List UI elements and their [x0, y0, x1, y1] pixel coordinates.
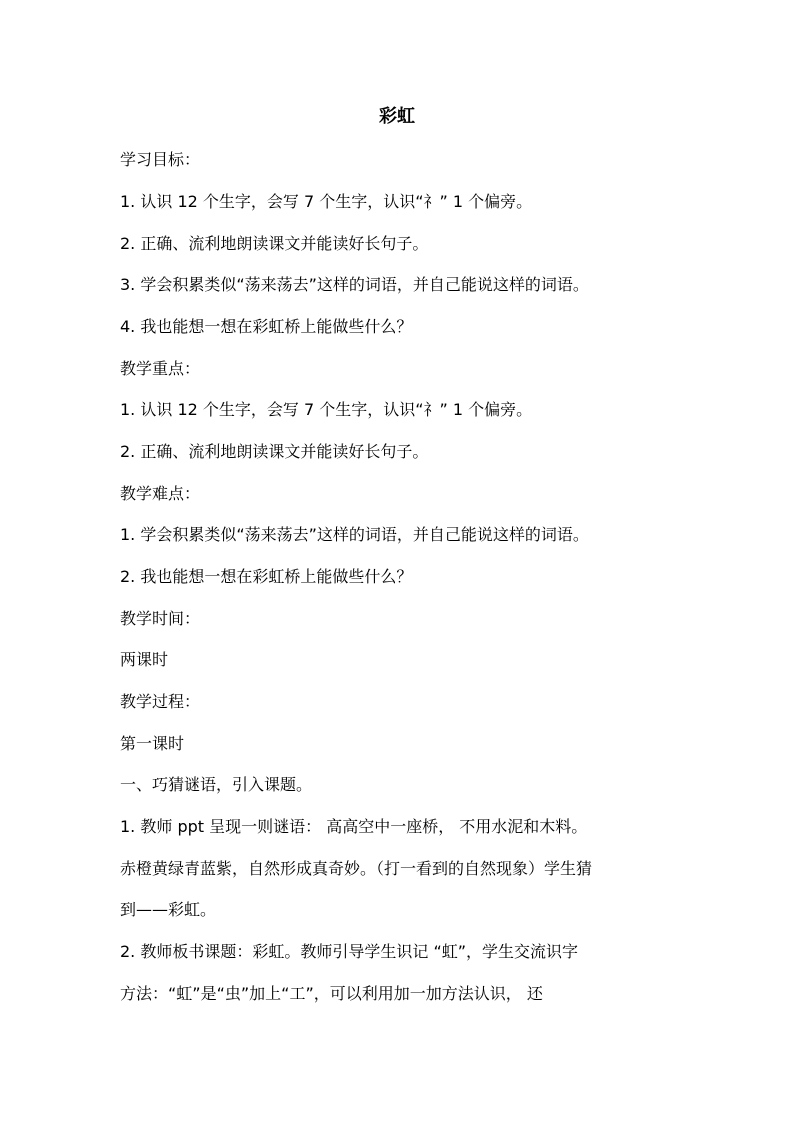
- paragraph-line: 到——彩虹。: [120, 900, 217, 919]
- section-heading-teaching-time: 教学时间：: [120, 609, 201, 628]
- teaching-time-value: 两课时: [120, 650, 169, 669]
- section-heading-key-points: 教学重点：: [120, 359, 201, 378]
- paragraph-line: 赤橙黄绿青蓝紫，自然形成真奇妙。（打一看到的自然现象）学生猜: [120, 859, 593, 878]
- paragraph-line: 2. 教师板书课题：彩虹。教师引导学生识记 “虹”，学生交流识字: [120, 942, 579, 961]
- lesson-heading-first: 第一课时: [120, 734, 185, 753]
- paragraph-line: 方法：“虹”是“虫”加上“工”，可以利用加一加方法认识， 还: [120, 984, 543, 1003]
- goal-item-3: 3. 学会积累类似“荡来荡去”这样的词语，并自己能说这样的词语。: [120, 275, 589, 294]
- step-heading-riddle: 一、巧猜谜语，引入课题。: [120, 775, 313, 794]
- goal-item-4: 4. 我也能想一想在彩虹桥上能做些什么？: [120, 317, 413, 336]
- difficulty-item-1: 1. 学会积累类似“荡来荡去”这样的词语，并自己能说这样的词语。: [120, 525, 589, 544]
- section-heading-learning-goals: 学习目标：: [120, 150, 201, 169]
- goal-item-1: 1. 认识 12 个生字，会写 7 个生字，认识“礻” 1 个偏旁。: [120, 192, 533, 211]
- key-point-item-2: 2. 正确、流利地朗读课文并能读好长句子。: [120, 442, 429, 461]
- difficulty-item-2: 2. 我也能想一想在彩虹桥上能做些什么？: [120, 567, 413, 586]
- key-point-item-1: 1. 认识 12 个生字，会写 7 个生字，认识“礻” 1 个偏旁。: [120, 400, 533, 419]
- paragraph-line: 1. 教师 ppt 呈现一则谜语： 高高空中一座桥， 不用水泥和木料。: [120, 817, 588, 836]
- document-title: 彩虹: [379, 106, 415, 127]
- goal-item-2: 2. 正确、流利地朗读课文并能读好长句子。: [120, 234, 429, 253]
- section-heading-teaching-process: 教学过程：: [120, 692, 201, 711]
- section-heading-difficulties: 教学难点：: [120, 484, 201, 503]
